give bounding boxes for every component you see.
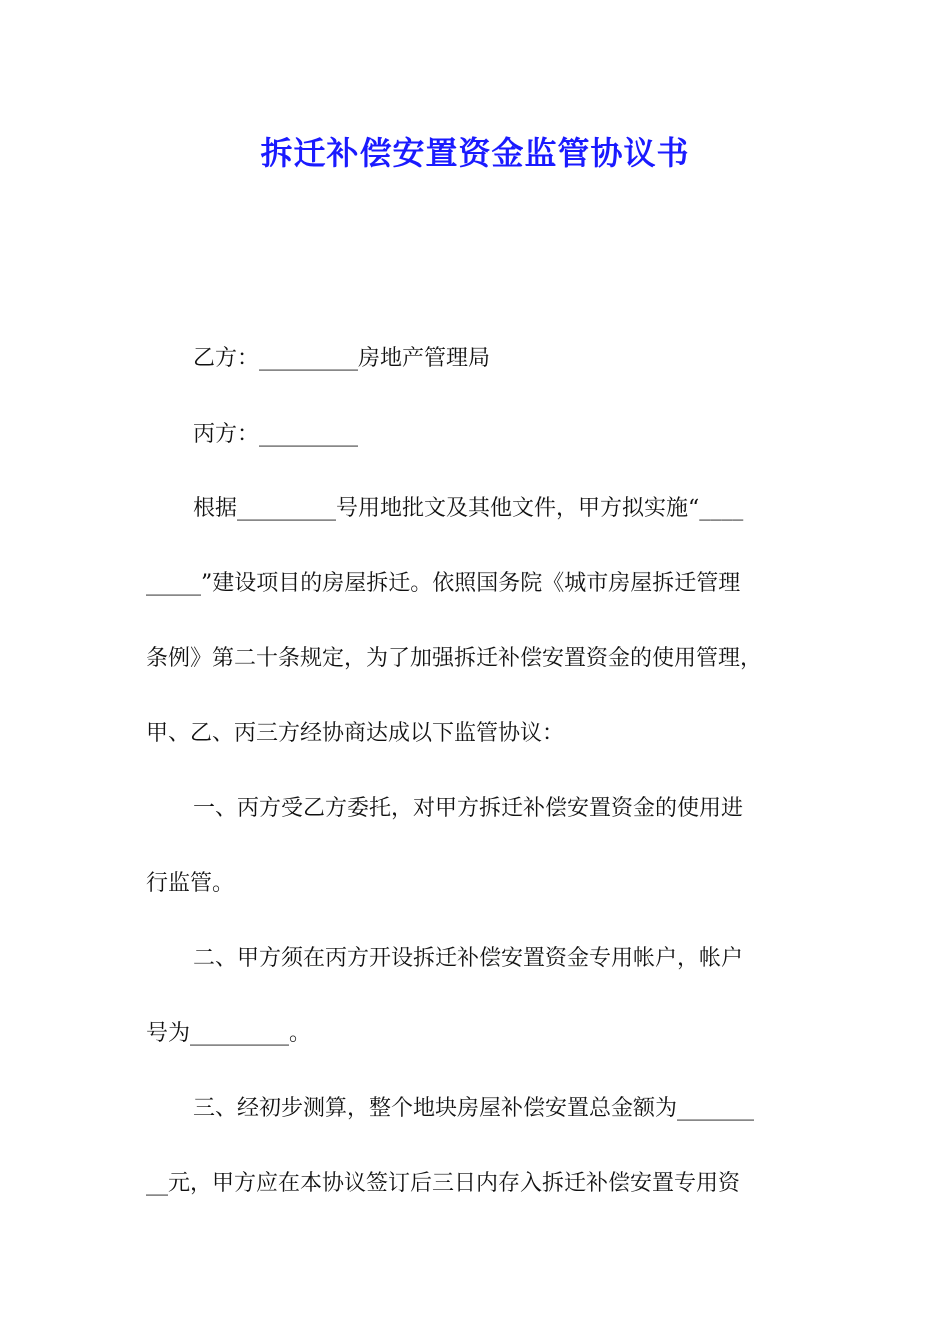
clause-2-line-2: 号为_________。 xyxy=(146,1021,312,1046)
clause-1-line-1: 一、丙方受乙方委托，对甲方拆迁补偿安置资金的使用进 xyxy=(193,796,744,821)
preamble-line-4: 甲、乙、丙三方经协商达成以下监管协议： xyxy=(146,721,565,746)
party-c-line: 丙方：_________ xyxy=(193,422,359,447)
document-title: 拆迁补偿安置资金监管协议书 xyxy=(260,134,690,172)
preamble-line-3: 条例》第二十条规定，为了加强拆迁补偿安置资金的使用管理， xyxy=(146,646,763,671)
clause-1-line-2: 行监管。 xyxy=(146,871,235,896)
preamble-line-2: _____”建设项目的房屋拆迁。依照国务院《城市房屋拆迁管理 xyxy=(146,571,741,596)
clause-3-line-2: __元，甲方应在本协议签订后三日内存入拆迁补偿安置专用资 xyxy=(146,1171,741,1196)
preamble-line-1: 根据_________号用地批文及其他文件，甲方拟实施“____ xyxy=(193,496,744,521)
party-b-line: 乙方：_________房地产管理局 xyxy=(193,346,491,371)
clause-2-line-1: 二、甲方须在丙方开设拆迁补偿安置资金专用帐户，帐户 xyxy=(193,946,744,971)
clause-3-line-1: 三、经初步测算，整个地块房屋补偿安置总金额为_______ xyxy=(193,1096,755,1121)
